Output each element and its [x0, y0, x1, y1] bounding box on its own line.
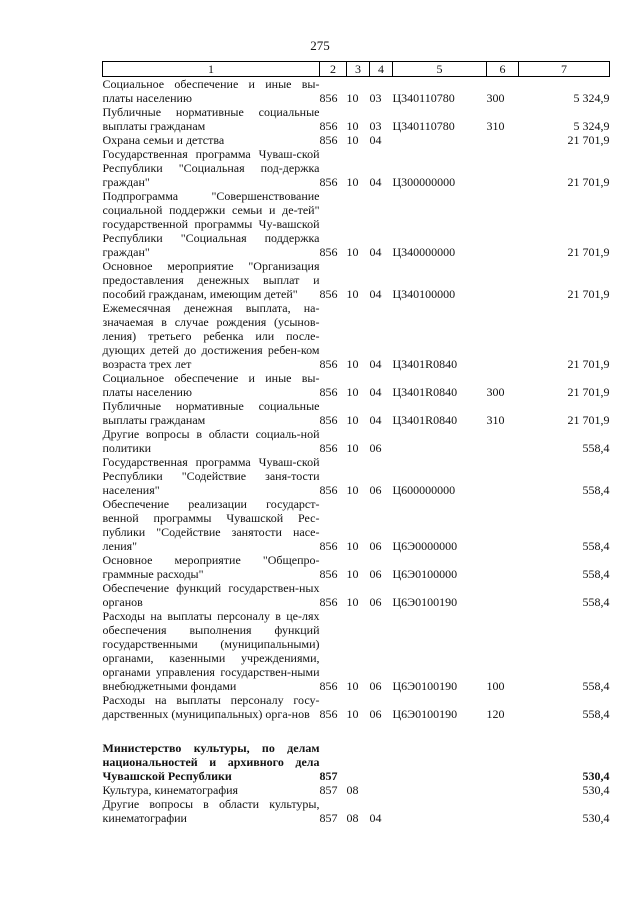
row-target-article: Ц6Э0100190 — [392, 707, 458, 721]
row-target-article — [393, 797, 487, 825]
row-name: Министерство культуры, по делам национальностей и архивного дела Чувашской Республики — [102, 741, 320, 783]
row-admin-code: 856 — [319, 385, 338, 399]
row-expense-type — [487, 427, 519, 455]
table-row — [103, 693, 610, 721]
row-amount: 530,4 — [582, 783, 610, 797]
row-section: 10 — [346, 175, 359, 189]
table-row — [103, 783, 610, 797]
row-subsection: 06 — [369, 483, 382, 497]
row-target-article — [393, 133, 487, 147]
row-section: 10 — [346, 385, 359, 399]
row-amount: 558,4 — [582, 707, 610, 721]
row-amount: 21 701,9 — [567, 385, 610, 399]
row-amount: 530,4 — [582, 769, 610, 783]
row-section: 10 — [346, 287, 359, 301]
row-name: Социальное обеспечение и иные вы-платы населению — [102, 77, 320, 105]
row-target-article — [393, 783, 487, 797]
row-section: 10 — [346, 441, 359, 455]
row-admin-code: 856 — [319, 357, 338, 371]
row-name: Расходы на выплаты персоналу в це-лях обеспечения выполнения функций государственными (муниципальными) органами, казенными учреждениями, органами управления государствен-ными внебюджетными фондами — [102, 609, 320, 693]
row-admin-code: 857 — [319, 769, 338, 783]
row-target-article: Ц6Э0100190 — [392, 595, 458, 609]
row-admin-code: 856 — [319, 175, 338, 189]
row-section: 10 — [346, 483, 359, 497]
table-row — [103, 77, 610, 106]
row-subsection: 06 — [369, 567, 382, 581]
row-admin-code: 856 — [319, 707, 338, 721]
row-expense-type — [487, 147, 519, 189]
row-admin-code: 856 — [319, 245, 338, 259]
row-subsection: 06 — [369, 595, 382, 609]
column-header: 1 — [103, 62, 320, 77]
row-subsection: 04 — [369, 385, 382, 399]
row-admin-code: 856 — [319, 119, 338, 133]
row-subsection: 06 — [369, 679, 382, 693]
row-amount: 558,4 — [582, 679, 610, 693]
row-amount: 530,4 — [582, 811, 610, 825]
table-row — [103, 259, 610, 301]
row-subsection: 04 — [369, 357, 382, 371]
row-subsection — [370, 741, 393, 783]
row-name: Социальное обеспечение и иные вы-платы населению — [102, 371, 320, 399]
row-section: 10 — [346, 539, 359, 553]
row-section: 08 — [346, 811, 359, 825]
row-admin-code: 857 — [319, 811, 338, 825]
header-row — [103, 62, 610, 77]
row-section: 10 — [346, 567, 359, 581]
row-amount: 21 701,9 — [567, 175, 610, 189]
row-amount: 558,4 — [582, 441, 610, 455]
table-row — [103, 797, 610, 825]
row-target-article: Ц3401R0840 — [392, 385, 458, 399]
row-name: Ежемесячная денежная выплата, на-значаемая в случае рождения (усынов-ления) третьего ребенка или после-дующих детей до достижения ребен-ком возраста трех лет — [102, 301, 320, 371]
row-admin-code: 856 — [319, 133, 338, 147]
row-expense-type — [487, 189, 519, 259]
row-subsection: 04 — [369, 811, 382, 825]
row-name: Подпрограмма "Совершенствование социальной поддержки семьи и де-тей" государственной программы Чу-вашской Республики "Социальная поддержка граждан" — [102, 189, 320, 259]
row-expense-type: 310 — [486, 119, 505, 133]
row-expense-type: 120 — [486, 707, 505, 721]
row-target-article: Ц340000000 — [392, 245, 456, 259]
column-header: 5 — [393, 62, 487, 77]
table-row — [103, 581, 610, 609]
row-amount: 558,4 — [582, 483, 610, 497]
row-amount: 5 324,9 — [573, 119, 610, 133]
row-expense-type — [487, 581, 519, 609]
row-name: Культура, кинематография — [102, 783, 239, 797]
row-name: Другие вопросы в области культуры, кинематографии — [102, 797, 320, 825]
row-expense-type — [487, 741, 519, 783]
row-target-article: Ц6Э0100190 — [392, 679, 458, 693]
row-name: Публичные нормативные социальные выплаты гражданам — [102, 399, 320, 427]
row-expense-type: 300 — [486, 385, 505, 399]
spacer-cell — [103, 721, 610, 741]
row-section: 10 — [346, 413, 359, 427]
row-subsection: 04 — [369, 245, 382, 259]
table-row — [103, 371, 610, 399]
table-row — [103, 609, 610, 693]
table-row — [103, 497, 610, 553]
row-section: 10 — [346, 91, 359, 105]
row-amount: 21 701,9 — [567, 413, 610, 427]
row-subsection: 04 — [369, 413, 382, 427]
row-subsection: 03 — [369, 91, 382, 105]
table-row — [103, 427, 610, 455]
row-expense-type — [487, 553, 519, 581]
row-name: Публичные нормативные социальные выплаты гражданам — [102, 105, 320, 133]
row-subsection: 06 — [369, 707, 382, 721]
row-admin-code: 856 — [319, 679, 338, 693]
row-amount: 558,4 — [582, 567, 610, 581]
table-row — [103, 399, 610, 427]
table-row — [103, 105, 610, 133]
row-expense-type — [487, 301, 519, 371]
row-expense-type — [487, 455, 519, 497]
column-header: 4 — [370, 62, 393, 77]
row-section: 10 — [346, 595, 359, 609]
row-subsection: 04 — [369, 175, 382, 189]
row-section: 10 — [346, 357, 359, 371]
column-header: 3 — [347, 62, 370, 77]
row-target-article: Ц3401R0840 — [392, 413, 458, 427]
column-header: 7 — [519, 62, 610, 77]
table-row — [103, 147, 610, 189]
row-amount: 21 701,9 — [567, 245, 610, 259]
table-body — [103, 77, 610, 826]
row-target-article: Ц340100000 — [392, 287, 456, 301]
row-name: Государственная программа Чуваш-ской Республики "Содействие заня-тости населения" — [102, 455, 320, 497]
row-target-article: Ц3401R0840 — [392, 357, 458, 371]
row-admin-code: 857 — [319, 783, 338, 797]
row-section: 10 — [346, 679, 359, 693]
row-target-article: Ц340110780 — [392, 91, 455, 105]
row-amount: 558,4 — [582, 539, 610, 553]
row-admin-code: 856 — [319, 287, 338, 301]
row-target-article: Ц300000000 — [392, 175, 456, 189]
row-section: 08 — [346, 783, 359, 797]
row-target-article — [393, 741, 487, 783]
row-subsection: 06 — [369, 539, 382, 553]
table-row — [103, 455, 610, 497]
row-admin-code: 856 — [319, 413, 338, 427]
row-name: Основное мероприятие "Общепро-граммные расходы" — [102, 553, 320, 581]
table-row — [103, 301, 610, 371]
row-admin-code: 856 — [319, 595, 338, 609]
row-amount: 5 324,9 — [573, 91, 610, 105]
ministry-row — [103, 741, 610, 783]
row-expense-type — [487, 497, 519, 553]
row-admin-code: 856 — [319, 483, 338, 497]
page-number: 275 — [310, 38, 330, 53]
row-section — [347, 741, 370, 783]
row-amount: 21 701,9 — [567, 287, 610, 301]
table-row — [103, 133, 610, 147]
row-expense-type — [487, 797, 519, 825]
row-admin-code: 856 — [319, 441, 338, 455]
row-admin-code: 856 — [319, 539, 338, 553]
row-target-article: Ц600000000 — [392, 483, 456, 497]
table-header — [103, 62, 610, 77]
row-target-article: Ц340110780 — [392, 119, 455, 133]
row-name: Государственная программа Чуваш-ской Республики "Социальная под-держка граждан" — [102, 147, 320, 189]
row-section: 10 — [346, 707, 359, 721]
spacer-row — [103, 721, 610, 741]
row-name: Охрана семьи и детства — [102, 133, 225, 147]
row-target-article — [393, 427, 487, 455]
column-header: 6 — [487, 62, 519, 77]
row-name: Расходы на выплаты персоналу госу-дарственных (муниципальных) орга-нов — [102, 693, 320, 721]
row-target-article: Ц6Э0000000 — [392, 539, 458, 553]
row-amount: 558,4 — [582, 595, 610, 609]
row-admin-code: 856 — [319, 91, 338, 105]
row-expense-type — [487, 259, 519, 301]
row-expense-type: 100 — [486, 679, 505, 693]
budget-table — [102, 61, 610, 825]
row-section: 10 — [346, 133, 359, 147]
row-name: Другие вопросы в области социаль-ной политики — [102, 427, 320, 455]
row-amount: 21 701,9 — [567, 133, 610, 147]
row-name: Основное мероприятие "Организация предоставления денежных выплат и пособий гражданам, имеющим детей" — [102, 259, 320, 301]
row-name: Обеспечение реализации государст-венной программы Чувашской Рес-публики "Содействие занятости насе-ления" — [102, 497, 320, 553]
row-subsection: 04 — [369, 133, 382, 147]
row-name: Обеспечение функций государствен-ных органов — [102, 581, 320, 609]
row-target-article: Ц6Э0100000 — [392, 567, 458, 581]
row-expense-type — [487, 783, 519, 797]
row-section: 10 — [346, 245, 359, 259]
row-subsection: 06 — [369, 441, 382, 455]
table-row — [103, 189, 610, 259]
row-admin-code: 856 — [319, 567, 338, 581]
row-subsection: 04 — [369, 287, 382, 301]
row-subsection: 03 — [369, 119, 382, 133]
row-expense-type: 310 — [486, 413, 505, 427]
row-expense-type — [487, 133, 519, 147]
table-row — [103, 553, 610, 581]
row-subsection — [370, 783, 393, 797]
column-header: 2 — [320, 62, 347, 77]
row-section: 10 — [346, 119, 359, 133]
row-expense-type: 300 — [486, 91, 505, 105]
row-amount: 21 701,9 — [567, 357, 610, 371]
